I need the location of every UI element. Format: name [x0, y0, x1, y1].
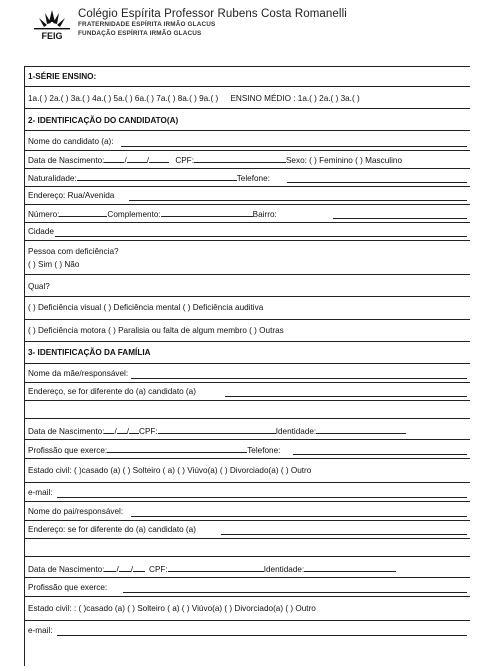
father-birth-day-field[interactable]	[104, 564, 119, 574]
divider	[25, 538, 470, 539]
divider	[25, 240, 470, 241]
date-separator: /	[146, 156, 150, 165]
birth-day-field[interactable]	[104, 155, 127, 165]
bairro-field[interactable]	[333, 218, 467, 219]
birth-label: Data de Nascimento:	[28, 156, 105, 165]
mother-email-field[interactable]	[57, 497, 467, 498]
mother-phone-field[interactable]	[293, 454, 467, 455]
candidate-name-field[interactable]	[121, 146, 467, 147]
father-id-label: Identidade:	[263, 565, 305, 574]
number-label: Número:	[28, 210, 60, 219]
divider	[25, 501, 470, 502]
mother-id-label: Identidade:	[275, 427, 317, 436]
divider	[25, 86, 470, 87]
mother-address-field[interactable]	[225, 396, 467, 397]
divider	[25, 620, 470, 621]
mother-birth-month-field[interactable]	[117, 426, 130, 436]
feig-logo-icon	[32, 8, 72, 44]
naturalidade-field[interactable]	[77, 173, 237, 181]
logo-text: FEIG	[41, 31, 63, 41]
divider	[25, 168, 470, 169]
father-cpf-field[interactable]	[168, 564, 264, 572]
grade-row	[28, 94, 470, 104]
candidate-name-label: Nome do candidato (a):	[28, 137, 114, 146]
grade-options[interactable]: 1a.( ) 2a.( ) 3a.( ) 4a.( ) 5a.( ) 6a.( ) 7a.( ) 8a.( ) 9a.( )	[28, 94, 219, 103]
mother-profession-label: Profissão que exerce:	[28, 446, 108, 455]
date-separator: /	[124, 156, 127, 165]
deficiency-options-2[interactable]: ( ) Deficiência motora ( ) Paralisia ou falta de algum membro ( ) Outras	[28, 326, 284, 335]
mother-phone-label: Telefone:	[247, 446, 281, 455]
city-field[interactable]	[55, 236, 467, 237]
date-separator: /	[126, 427, 130, 436]
father-name-field[interactable]	[131, 516, 467, 517]
father-birth-row	[28, 564, 470, 575]
fundacao-line: FUNDAÇÃO ESPÍRITA IRMÃO GLACUS	[78, 29, 202, 37]
mother-cpf-label: CPF:	[139, 427, 158, 436]
divider	[25, 363, 470, 364]
complement-label: Complemento:	[107, 210, 161, 219]
mother-birth-row	[28, 426, 470, 437]
mother-name-label: Nome da mãe/responsável:	[28, 369, 129, 378]
section-2-title: 2- IDENTIFICAÇÃO DO CANDIDATO(A)	[28, 116, 179, 125]
naturalidade-label: Naturalidade:	[28, 174, 77, 183]
divider	[25, 458, 470, 459]
date-separator: /	[130, 565, 134, 574]
father-cpf-label: CPF:	[149, 565, 168, 574]
divider	[25, 222, 470, 223]
cpf-label: CPF:	[175, 156, 194, 165]
city-label: Cidade	[28, 227, 54, 236]
telefone-label: Telefone:	[236, 174, 270, 183]
father-email-label: e-mail:	[28, 626, 53, 635]
mother-birth-label: Data de Nascimento:	[28, 427, 105, 436]
number-field[interactable]	[59, 209, 107, 217]
father-name-label: Nome do pai/responsável:	[28, 507, 124, 516]
cpf-field[interactable]	[194, 155, 286, 163]
deficiency-options-1[interactable]: ( ) Deficiência visual ( ) Deficiência mental ( ) Deficiência auditiva	[28, 303, 264, 312]
father-profession-field[interactable]	[123, 592, 467, 593]
divider	[25, 150, 470, 151]
divider	[25, 382, 470, 383]
father-marital-status[interactable]: Estado civil: : ( )casado (a) ( ) Solteiro ( a) ( ) Viúvo(a) ( ) Divorciado(a) ( ) Outro	[28, 604, 316, 613]
which-label: Qual?	[28, 282, 50, 291]
divider	[25, 596, 470, 597]
section-1-title: 1-SÉRIE ENSINO:	[28, 72, 97, 81]
section-3-title: 3- IDENTIFICAÇÃO DA FAMÍLIA	[28, 348, 151, 357]
mother-name-field[interactable]	[131, 378, 467, 379]
divider	[25, 520, 470, 521]
mother-email-label: e-mail:	[28, 488, 53, 497]
mother-cpf-field[interactable]	[158, 426, 276, 434]
father-birth-year-field[interactable]	[130, 564, 145, 574]
father-email-field[interactable]	[57, 635, 467, 636]
bairro-label: Bairro:	[252, 210, 277, 219]
birth-month-field[interactable]	[127, 155, 150, 165]
father-address-label: Endereço: se for diferente do (a) candidato (a)	[28, 525, 196, 534]
father-profession-label: Profissão que exerce:	[28, 583, 108, 592]
date-separator: /	[114, 427, 117, 436]
divider	[25, 296, 470, 297]
date-separator: /	[116, 565, 119, 574]
mother-profession-field[interactable]	[107, 445, 247, 453]
father-id-field[interactable]	[304, 564, 396, 572]
sex-options[interactable]: Sexo: ( ) Feminino ( ) Masculino	[285, 156, 402, 165]
mother-birth-day-field[interactable]	[104, 426, 117, 436]
organization-block	[78, 8, 347, 38]
father-address-field[interactable]	[221, 534, 467, 535]
mother-birth-year-field[interactable]	[126, 426, 139, 436]
divider	[25, 319, 470, 320]
divider	[25, 108, 470, 109]
birth-year-field[interactable]	[146, 155, 169, 165]
father-birth-label: Data de Nascimento:	[28, 565, 105, 574]
deficiency-yes-no[interactable]: ( ) Sim ( ) Não	[28, 260, 80, 269]
divider	[25, 577, 470, 578]
mother-marital-status[interactable]: Estado civil: ( )casado (a) ( ) Solteiro ( a) ( ) Viúvo(a) ( ) Divorciado(a) ( ) Outro	[28, 466, 312, 475]
telefone-field[interactable]	[287, 182, 467, 183]
divider	[25, 439, 470, 440]
divider	[25, 418, 470, 419]
divider	[25, 556, 470, 557]
divider	[25, 204, 470, 205]
deficiency-question: Pessoa com deficiência?	[28, 247, 119, 256]
fraternidade-line: FRATERNIDADE ESPÍRITA IRMÃO GLACUS	[78, 21, 216, 28]
school-name: Colégio Espírita Professor Rubens Costa Romanelli	[78, 8, 347, 20]
father-birth-month-field[interactable]	[119, 564, 134, 574]
ensino-medio-options[interactable]: ENSINO MÉDIO : 1a.( ) 2a.( ) 3a.( )	[230, 94, 360, 103]
complement-field[interactable]	[161, 209, 253, 217]
document-header	[32, 6, 472, 46]
enrollment-form	[24, 66, 470, 666]
divider	[25, 274, 470, 275]
birth-row	[28, 155, 470, 166]
divider	[25, 400, 470, 401]
address-field[interactable]	[129, 200, 467, 201]
divider	[25, 186, 470, 187]
address-label: Endereço: Rua/Avenida	[28, 191, 115, 200]
divider	[25, 482, 470, 483]
mother-address-label: Endereço, se for diferente do (a) candidato (a)	[28, 387, 196, 396]
mother-id-field[interactable]	[316, 426, 406, 434]
divider	[25, 130, 470, 131]
divider	[25, 341, 470, 342]
